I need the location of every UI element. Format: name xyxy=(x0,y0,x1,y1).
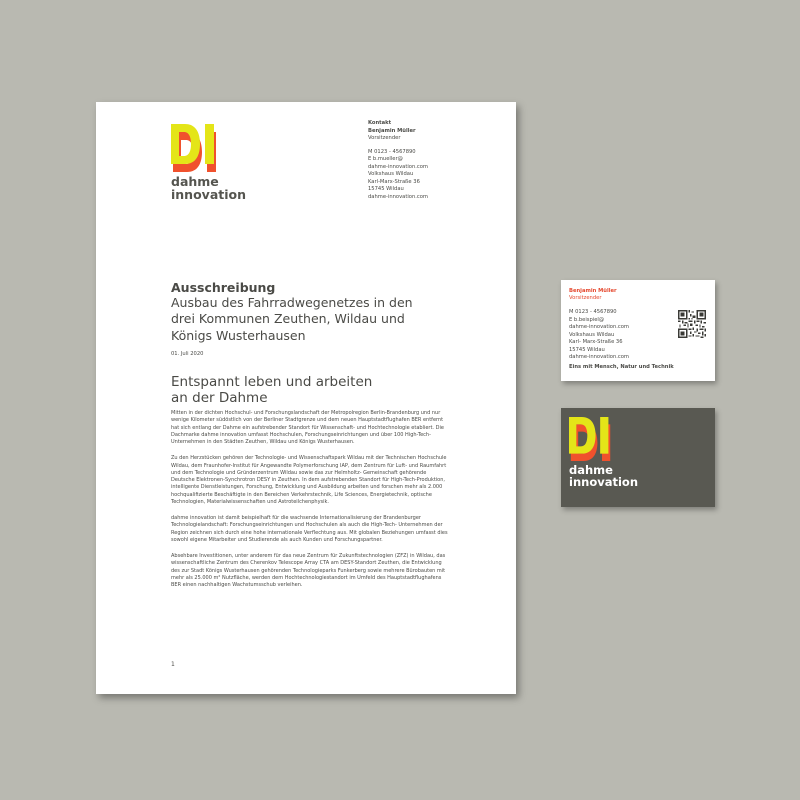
card-name: Benjamin Müller xyxy=(569,288,617,294)
contact-phone: M 0123 - 4567890 xyxy=(368,148,416,155)
page-number: 1 xyxy=(171,661,175,668)
card-website: dahme-innovation.com xyxy=(569,354,629,361)
logo-wordmark-line1: dahme xyxy=(569,463,613,477)
body-paragraph: Mitten in der dichten Hochschul- und Forschungslandschaft der Metropolregion Berlin-Brandenburg und nur wenige Kilometer südöstlich von der Berliner Stadtgrenze und dem neuen Hauptstadtflughafen BER entfernt hat sich entlang der Dahme ein aufstrebender Standort für Wissenschaft- und Hochtechnologie etabliert. Die Dachmarke dahme innovation umfasst Hochschulen, Forschungseinrichtungen und über 100 High-Tech- Unternehmen in den Städten Zeuthen, Wildau und Königs Wusterhausen. xyxy=(171,410,444,445)
subtitle-line: Königs Wusterhausen xyxy=(171,327,306,343)
card-phone: M 0123 - 4567890 xyxy=(569,309,617,315)
card-email-domain: dahme-innovation.com xyxy=(569,324,629,331)
logo-wordmark-line2: innovation xyxy=(171,186,246,202)
logo-wordmark-line1: dahme xyxy=(171,174,219,189)
document-date: 01. Juli 2020 xyxy=(171,350,204,357)
body-paragraph: Absehbare Investitionen, unter anderem für das neue Zentrum für Zukunftstechnologien (ZFZ) in Wildau, das wissenschaftliche Zentrum des Cherenkov Telescope Array CTA am DESY-Standort Zeuthen, die Entwicklung des zur Stadt Königs Wusterhausen gehörenden Technologieparks Funkerberg sowie mehrere Bürobauten mit mehr als 25.000 m² Nutzfläche, werden dem Hochtechnologiestandort im Umfeld des Hauptstadtflughafens BER einen nachhaltigen Wachstumsschub verleihen. xyxy=(171,553,446,588)
card-contact-info xyxy=(569,309,629,362)
document-title xyxy=(171,280,471,357)
card-address-1: Volkshaus Wildau xyxy=(569,331,615,338)
section-heading xyxy=(171,375,372,406)
business-card-back xyxy=(561,408,715,507)
contact-heading: Kontakt xyxy=(368,120,392,126)
dahme-innovation-logo xyxy=(569,417,638,488)
card-address-2: Karl- Marx-Straße 36 xyxy=(569,339,623,346)
contact-name: Benjamin Müller xyxy=(368,127,416,134)
contact-role: Vorsitzender xyxy=(368,135,401,142)
subtitle-line: drei Kommunen Zeuthen, Wildau und xyxy=(171,311,405,327)
body-text xyxy=(171,410,451,598)
card-email: E b.beispiel@ xyxy=(569,316,605,323)
contact-block xyxy=(368,120,428,201)
contact-address-1: Volkshaus Wildau xyxy=(368,171,414,178)
section-heading-line: an der Dahme xyxy=(171,389,268,406)
card-name-block xyxy=(569,288,617,303)
card-tagline: Eins mit Mensch, Natur und Technik xyxy=(569,364,674,370)
card-role: Vorsitzender xyxy=(569,295,602,302)
subtitle-line: Ausbau des Fahrradwegenetzes in den xyxy=(171,295,413,310)
card-address-3: 15745 Wildau xyxy=(569,346,605,353)
contact-email: E b.mueller@ xyxy=(368,156,403,163)
letterhead-page xyxy=(96,102,516,694)
qr-code-icon xyxy=(678,310,706,338)
logo-wordmark-line2: innovation xyxy=(569,474,638,489)
di-logo-mark xyxy=(171,124,219,172)
contact-website: dahme-innovation.com xyxy=(368,193,428,200)
contact-email-domain: dahme-innovation.com xyxy=(368,163,428,170)
dahme-innovation-logo xyxy=(171,124,246,201)
body-paragraph: dahme innovation ist damit beispielhaft für die wachsende Internationalisierung der Brandenburger Technologielandschaft: Forschungseinrichtungen und Hochschulen als auch die High-Tech- Unternehmen der Region zeichnen sich durch eine hohe internationale Verflechtung aus. Mit globalen Beziehungen umfasst dies sowohl eigene Mitarbeiter und Studierende als auch Kunden und Forschungspartner. xyxy=(171,515,448,543)
document-heading: Ausschreibung xyxy=(171,280,276,295)
contact-address-3: 15745 Wildau xyxy=(368,186,404,193)
di-logo-mark xyxy=(569,417,613,461)
contact-address-2: Karl-Marx-Straße 36 xyxy=(368,178,420,185)
body-paragraph: Zu den Herzstücken gehören der Technologie- und Wissenschaftspark Wildau mit der Technischen Hochschule Wildau, dem Fraunhofer-Institut für Angewandte Polymerforschung IAP, dem Zentrum für Luft- und Raumfahrt und dem Technologie und Gründerzentrum Wildau sowie das zur Helmholtz- Gemeinschaft gehörende Deutsche Elektronen-Synchrotron DESY in Zeuthen. In dem aufstrebenden Standort für High-Tech-Produktion, intelligente Dienstleistungen, Forschung, Entwicklung und Ausbildung arbeiten und forschen mehr als 2.000 hochqualifizierte Beschäftigte in den Bereichen Verkehrstechnik, Life Sciences, Energietechnik, optische Technologien, Materialwissenschaften und Astroteilchenphysik. xyxy=(171,455,447,505)
business-card-front xyxy=(561,280,715,381)
section-heading-line: Entspannt leben und arbeiten xyxy=(171,374,373,390)
